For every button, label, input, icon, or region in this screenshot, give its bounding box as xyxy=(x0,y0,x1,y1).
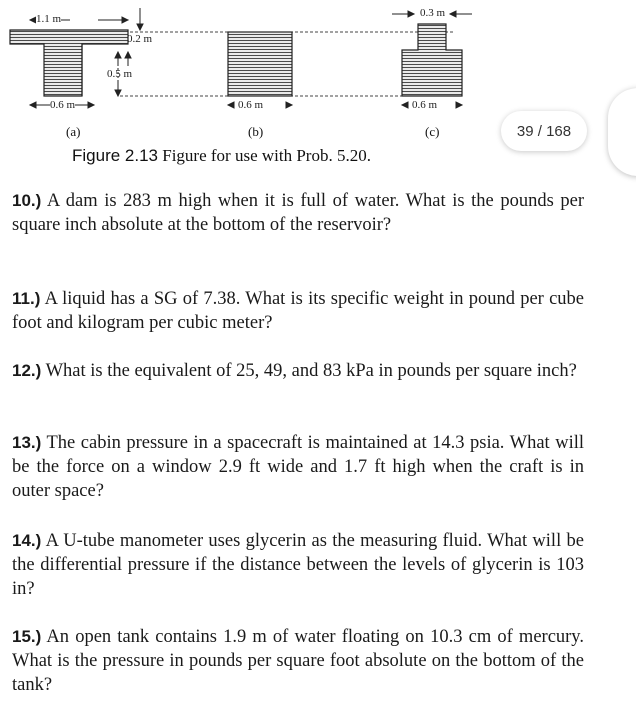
question-number: 14.) xyxy=(12,531,42,550)
question-12 xyxy=(12,359,584,383)
question-number: 13.) xyxy=(12,433,42,452)
dim-base-b: 0.6 m xyxy=(238,99,264,111)
question-11 xyxy=(12,287,584,335)
question-text: What is the equivalent of 25, 49, and 83 kPa in pounds per square inch? xyxy=(41,361,577,381)
question-number: 15.) xyxy=(12,627,42,646)
dim-height-a: 0.5 m xyxy=(107,68,133,80)
vessel-c xyxy=(402,24,462,96)
dim-top-width-a: 1.1 m xyxy=(36,13,62,25)
sublabel-a: (a) xyxy=(66,124,81,139)
question-14 xyxy=(12,529,584,601)
dim-top-width-c: 0.3 m xyxy=(420,7,446,19)
question-15 xyxy=(12,625,584,697)
sublabel-c: (c) xyxy=(425,124,440,139)
question-10 xyxy=(12,189,584,237)
question-text: A dam is 283 m high when it is full of water. What is the pounds per square inch absolute at the bottom of the reservoir? xyxy=(12,191,584,235)
page-indicator: 39 / 168 xyxy=(501,111,587,151)
dim-base-a: 0.6 m xyxy=(50,99,76,111)
sublabel-b: (b) xyxy=(248,124,264,139)
question-number: 12.) xyxy=(12,361,42,380)
scroll-handle[interactable] xyxy=(608,88,636,176)
vessel-a xyxy=(10,30,128,96)
question-number: 10.) xyxy=(12,191,42,210)
figure-caption xyxy=(72,146,371,166)
vessel-b xyxy=(228,32,292,96)
question-number: 11.) xyxy=(12,289,41,308)
caption-text: Figure for use with Prob. 5.20. xyxy=(158,146,371,165)
question-text: A liquid has a SG of 7.38. What is its specific weight in pound per cube foot and kilogram per cubic meter? xyxy=(12,289,584,333)
question-13 xyxy=(12,431,584,503)
dim-base-c: 0.6 m xyxy=(412,99,438,111)
dim-neck-width-a: 0.2 m xyxy=(127,33,153,45)
question-text: An open tank contains 1.9 m of water floating on 10.3 cm of mercury. What is the pressure in pounds per square foot absolute on the bottom of the tank? xyxy=(12,627,584,695)
question-text: The cabin pressure in a spacecraft is maintained at 14.3 psia. What will be the force on a window 2.9 ft wide and 1.7 ft high when the craft is in outer space? xyxy=(12,433,584,501)
caption-label: Figure 2.13 xyxy=(72,146,158,165)
question-text: A U-tube manometer uses glycerin as the measuring fluid. What will be the differential pressure if the distance between the levels of glycerin is 103 in? xyxy=(12,531,584,599)
